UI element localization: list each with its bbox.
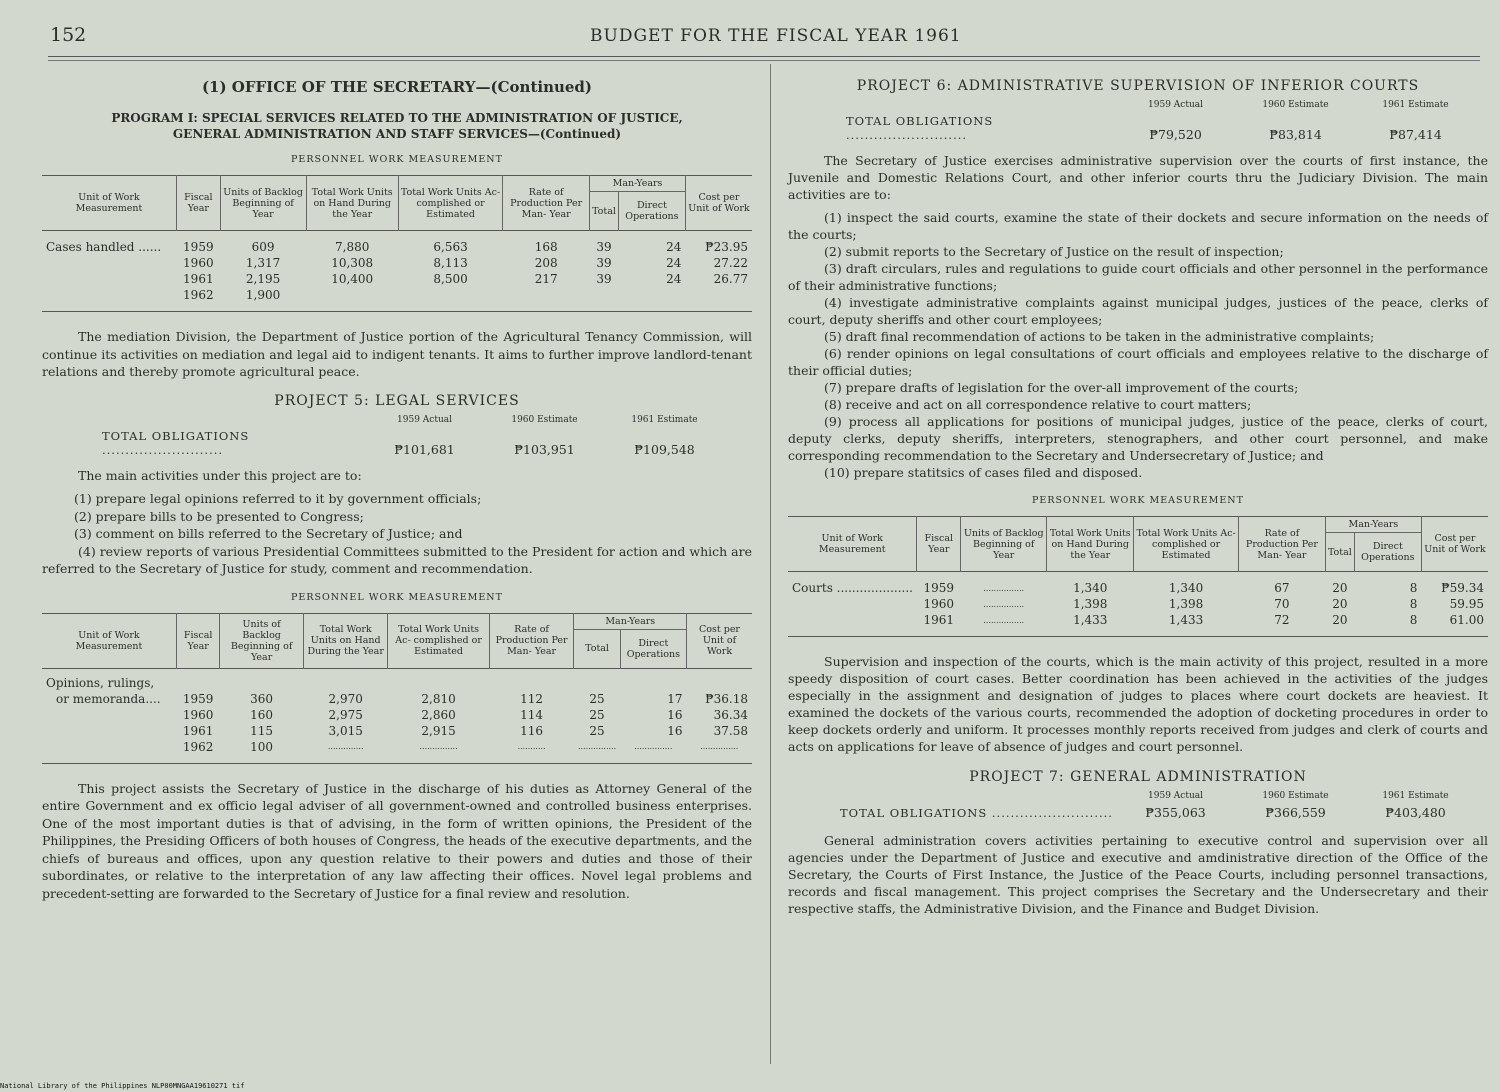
page-number: 152 [50, 24, 87, 46]
program-title-line-2: GENERAL ADMINISTRATION AND STAFF SERVICES—(Continued) [172, 127, 622, 141]
th-man-years: Man-Years [590, 176, 686, 192]
program-title-line-1: PROGRAM I: SPECIAL SERVICES RELATED TO THE ADMINISTRATION OF JUSTICE, [111, 111, 683, 125]
pwm-title: PERSONNEL WORK MEASUREMENT [291, 154, 503, 165]
table-row: Courts .................... 1959 ................ 1,340 1,340 67 20 8 ₱59.34 [792, 581, 1484, 595]
right-column [788, 70, 1488, 923]
table-row: Cases handled ...... 1959 609 7,880 6,563 168 39 24 ₱23.95 [46, 240, 748, 254]
project-5-obligations: TOTAL OBLIGATIONS .......................... ₱101,681 ₱103,951 ₱109,548 [102, 428, 695, 457]
header-rule [48, 56, 1480, 57]
table-row: 1962 1,900 [183, 288, 281, 302]
supervision-paragraph: Supervision and inspection of the courts, which is the main activity of this project, resulted in a more speedy disposition of court cases. Better coordination has been achieved in the activities of the judges especially in the assignment and designation of judges to places where court dockets are heaviest. It examined the dockets of the various courts, recommended the adoption of docketing procedures in order to keep dockets orderly and uniform. It processes monthly reports received from judges and clerk of courts and acts on applications for leave of absence of judges and court personnel. [788, 654, 1488, 754]
project-6-obligations: TOTAL OBLIGATIONS .......................... ₱79,520 ₱83,814 ₱87,414 [846, 114, 1442, 142]
table-row: or memoranda.... 1959 360 2,970 2,810 112 25 17 ₱36.18 [56, 691, 748, 706]
obligations-header-6: 1959 Actual 1960 Estimate 1961 Estimate [1148, 100, 1449, 110]
th-fiscal: Fiscal Year [177, 176, 221, 231]
list-item: (6) render opinions on legal consultations of court officials and employees relative to the discharge of their official duties; [788, 346, 1488, 378]
table-row: 1962 100 .............. ............... ........... ............... ............... ............... [182, 739, 739, 754]
list-item: (7) prepare drafts of legislation for the over-all improvement of the courts; [824, 380, 1299, 395]
project-6-intro: The Secretary of Justice exercises administrative supervision over the courts of first instance, the Juvenile and Domestic Relations Court, and other inferior courts thru the Judiciary Division. The main activities are to: [788, 153, 1488, 202]
left-column [42, 70, 752, 908]
work-measurement-table-1 [42, 175, 752, 312]
th-accomplished: Total Work Units Ac- complished or Estimated [398, 176, 502, 231]
th-direct: Direct Operations [618, 192, 685, 231]
section-title: (1) OFFICE OF THE SECRETARY—(Continued) [201, 78, 593, 96]
th-rate: Rate of Production Per Man- Year [503, 176, 590, 231]
list-item: (1) inspect the said courts, examine the state of their dockets and secure information on the needs of the courts; [788, 210, 1488, 242]
list-item: (3) comment on bills referred to the Secretary of Justice; and [74, 526, 463, 541]
table-row: 1960 160 2,975 2,860 114 25 16 36.34 [182, 707, 748, 722]
work-measurement-table-3: Unit of Work Measurement Fiscal Year Units of Backlog Beginning of Year Total Work Units on Hand During the Year Total Work Units Ac- complished or Estimated Rate of Production Per Man- Year Man-Years Cost per Unit of Work Total Direct Operations Courts .................... 1959 ................ 1,340 1,340 67 20 8 ₱59.34 1960 ................ 1,398 1,398 70 20 8 59.95 1961 ................ 1,433 1,433 72 20 8 61.00 [788, 516, 1488, 637]
table-row: 1961 ................ 1,433 1,433 72 20 8 61.00 [923, 613, 1484, 627]
project-7-obligations: TOTAL OBLIGATIONS .......................... ₱355,063 ₱366,559 ₱403,480 [840, 805, 1446, 820]
th-cost: Cost per Unit of Work [685, 176, 752, 231]
pwm-title-3: PERSONNEL WORK MEASUREMENT [1032, 495, 1244, 506]
th-backlog: Units of Backlog Beginning of Year [220, 176, 306, 231]
list-item: (2) prepare bills to be presented to Congress; [74, 508, 364, 524]
obligations-header: 1959 Actual 1960 Estimate 1961 Estimate [397, 414, 698, 425]
header-rule-2 [48, 60, 1480, 61]
program-title [42, 110, 752, 142]
project-7-title: PROJECT 7: GENERAL ADMINISTRATION [969, 769, 1307, 785]
work-measurement-table-2: Unit of Work Measurement Fiscal Year Units of Backlog Beginning of Year Total Work Units on Hand During the Year Total Work Units Ac- complished or Estimated Rate of Production Per Man- Year Man-Years Cost per Unit of Work Total Direct Operations Opinions, rulings, or memoranda.... 1959 360 2,970 2,810 112 25 17 ₱36.18 1960 160 2,975 2,860 114 25 16 36.34 1961 115 3,015 2,915 116 25 16 37.58 1962 100 .............. ............... ........... ............... ............... ............... [42, 613, 752, 764]
list-item: (9) process all applications for positions of municipal judges, justice of the peace, clerks of court, deputy clerks, deputy sheriffs, interpreters, stenographers, and other court personnel, and make corresponding recommendation to the Secretary and Undersecretary of Justice; and [788, 414, 1488, 463]
list-item: (4) investigate administrative complaints against municipal judges, justices of the peace, clerks of court, deputy sheriffs and other court employees; [788, 295, 1488, 327]
table-row: 1961 115 3,015 2,915 116 25 16 37.58 [182, 723, 748, 738]
obligations-header-7: 1959 Actual 1960 Estimate 1961 Estimate [1148, 791, 1449, 801]
project-6-title: PROJECT 6: ADMINISTRATIVE SUPERVISION OF INFERIOR COURTS [856, 78, 1420, 94]
list-item: (5) draft final recommendation of actions to be taken in the administrative complaints; [824, 329, 1375, 344]
list-item: (4) review reports of various Presidential Committees submitted to the President for action and which are referred to the Secretary of Justice for study, comment and recommendation. [42, 543, 752, 576]
th-on-hand: Total Work Units on Hand During the Year [306, 176, 398, 231]
list-item: (2) submit reports to the Secretary of Justice on the result of inspection; [824, 244, 1284, 259]
project-5-title: PROJECT 5: LEGAL SERVICES [274, 392, 520, 409]
list-item: (3) draft circulars, rules and regulations to guide court officials and other personnel in the performance of their administrative functions; [788, 261, 1488, 293]
th-unit: Unit of Work Measurement [75, 192, 143, 214]
table-row: 1960 ................ 1,398 1,398 70 20 8 59.95 [923, 597, 1484, 611]
mediation-paragraph: The mediation Division, the Department of Justice portion of the Agricultural Tenancy Commission, will continue its activities on mediation and legal aid to indigent tenants. It aims to further improve landlord-tenant relations and thereby promote agricultural peace. [42, 329, 752, 379]
scan-footer: National Library of the Philippines NLP00MNGAA19610271 tif [0, 1082, 245, 1090]
closing-paragraph: This project assists the Secretary of Justice in the discharge of his duties as Attorney General of the entire Government and ex officio legal adviser of all government-owned and controlled business enterprises. One of the most important duties is that of advising, in the form of written opinions, the President of the Philippines, the Presiding Officers of both houses of Congress, the heads of the executive departments, and the chiefs of bureaus and offices, upon any question relative to their powers and duties and those of their subordinates, or relative to the interpretation of any law affecting their offices. Novel legal problems and precedent-setting are forwarded to the Secretary of Justice for a final review and resolution. [42, 780, 752, 901]
table-row: 1961 2,195 10,400 8,500 217 39 24 26.77 [183, 272, 748, 286]
project-5-intro: The main activities under this project are to: [78, 467, 362, 483]
column-divider [770, 64, 771, 1064]
th-total: Total [590, 192, 619, 231]
project-7-paragraph: General administration covers activities pertaining to executive control and supervision over all agencies under the Department of Justice and executive and amdinistrative direction of the Office of the Secretary, the Courts of First Instance, the Justice of the Peace Courts, including personnel transactions, records and fiscal management. This project comprises the Secretary and the Undersecretary and their respective staffs, the Administrative Division, and the Finance and Budget Division. [788, 833, 1488, 916]
table-row: 1960 1,317 10,308 8,113 208 39 24 27.22 [183, 256, 748, 270]
table-row: Opinions, rulings, [46, 675, 155, 690]
running-title: BUDGET FOR THE FISCAL YEAR 1961 [590, 26, 962, 46]
pwm-title-2: PERSONNEL WORK MEASUREMENT [291, 591, 503, 603]
list-item: (1) prepare legal opinions referred to it by government officials; [74, 491, 482, 506]
list-item: (8) receive and act on all correspondence relative to court matters; [824, 397, 1252, 412]
list-item: (10) prepare statitsics of cases filed and disposed. [824, 465, 1143, 480]
